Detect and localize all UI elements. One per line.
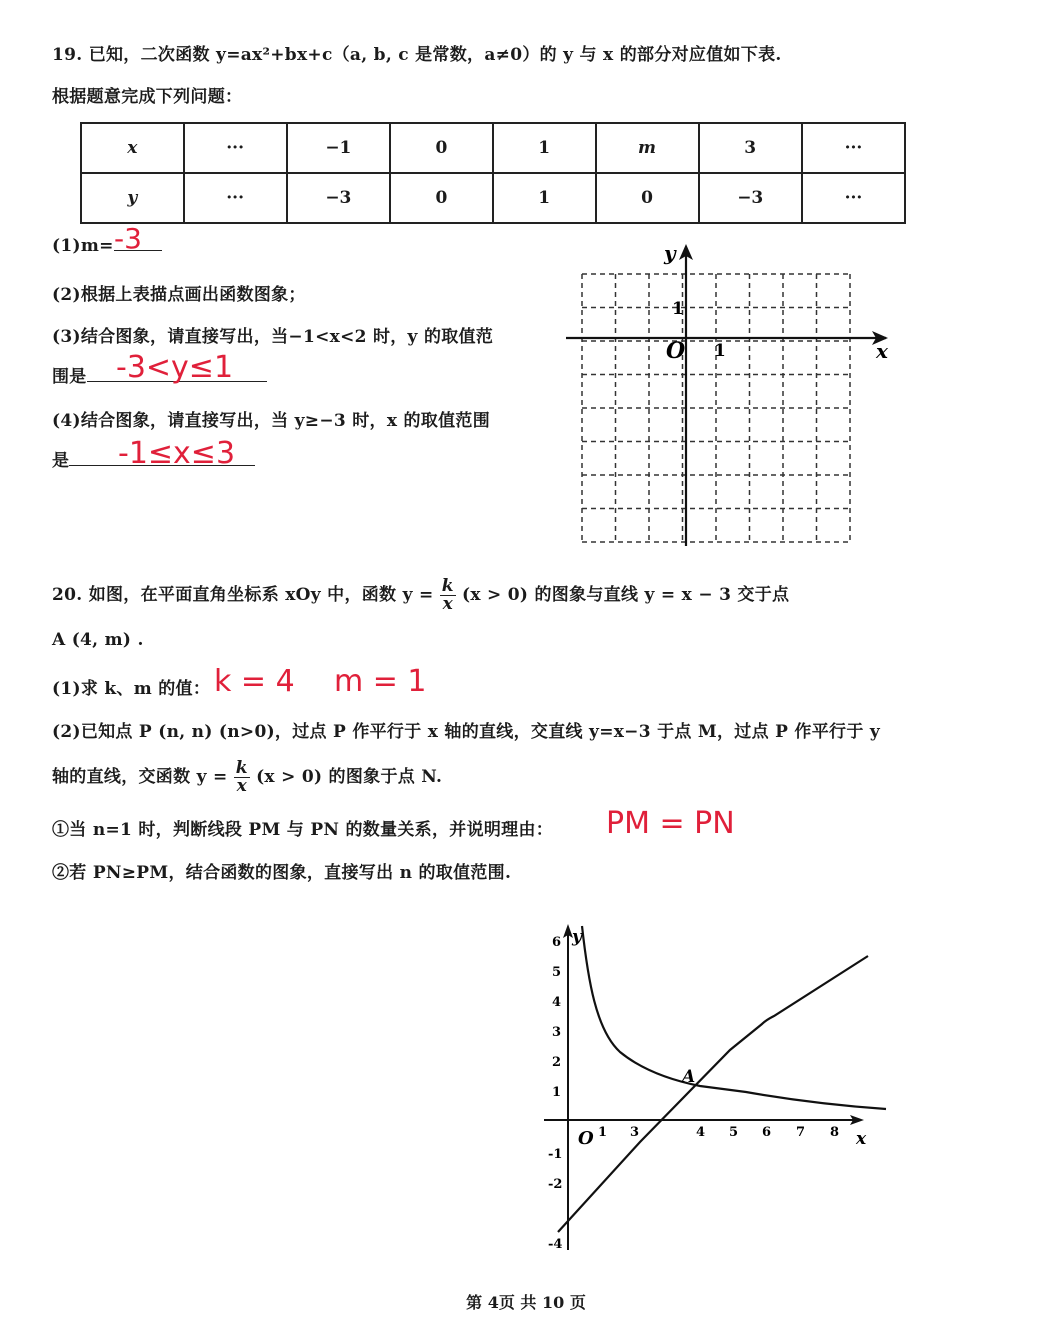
graph-origin-label: O	[578, 1128, 594, 1149]
q20-p2-line2-a: 轴的直线，交函数 y =	[52, 767, 228, 787]
table-cell: ···	[184, 123, 287, 173]
frac-num: k	[441, 576, 454, 596]
q19-p4-answer: -1≤x≤3	[118, 436, 236, 471]
q20-p2-line1: (2)已知点 P (n, n) (n>0)，过点 P 作平行于 x 轴的直线，交直线 y=x−3 于点 M，过点 P 作平行于 y	[52, 722, 881, 742]
q19-p3-label: 围是	[52, 367, 87, 387]
table-row-x	[81, 123, 905, 173]
grid-x-label: x	[876, 339, 888, 363]
grid-tick-x: 1	[714, 341, 726, 361]
x-tick-6: 6	[762, 1125, 772, 1140]
table-cell: 1	[493, 123, 596, 173]
table-cell: 3	[699, 123, 802, 173]
table-cell: ···	[802, 123, 905, 173]
y-tick-4: 4	[552, 995, 562, 1010]
table-cell: x	[81, 123, 184, 173]
table-cell: −3	[699, 173, 802, 223]
q19-instruction: 根据题意完成下列问题：	[52, 87, 243, 107]
table-cell: 0	[390, 173, 493, 223]
grid-origin-label: O	[666, 338, 686, 364]
grid-y-label: y	[664, 241, 676, 265]
graph-y-label: y	[572, 927, 582, 947]
x-tick-5: 5	[729, 1125, 739, 1140]
table-cell: −3	[287, 173, 390, 223]
values-table	[80, 122, 906, 224]
table-cell: ···	[184, 173, 287, 223]
y-tick-neg4: -4	[548, 1237, 563, 1252]
table-cell: 1	[493, 173, 596, 223]
q19-grid	[560, 236, 900, 556]
q19-stem: 19. 已知，二次函数 y=ax²+bx+c（a, b, c 是常数，a≠0）的 y 与 x 的部分对应值如下表.	[52, 45, 782, 65]
y-tick-5: 5	[552, 965, 562, 980]
grid-tick-y: 1	[672, 299, 684, 319]
table-cell: 0	[390, 123, 493, 173]
x-tick-7: 7	[796, 1125, 806, 1140]
q19-p2: (2)根据上表描点画出函数图象；	[52, 285, 306, 305]
line-y-x-3	[558, 956, 868, 1232]
fraction-k-over-x	[440, 578, 456, 613]
frac-den: x	[442, 594, 453, 614]
graph-x-label: x	[856, 1129, 867, 1149]
y-tick-3: 3	[552, 1025, 562, 1040]
table-row-y	[81, 173, 905, 223]
q20-p1-answer-m: m = 1	[334, 664, 427, 699]
y-tick-6: 6	[552, 935, 562, 950]
q20-stem-a: 20. 如图，在平面直角坐标系 xOy 中，函数 y =	[52, 585, 434, 605]
y-tick-1: 1	[552, 1085, 562, 1100]
fraction-k-over-x-2	[234, 760, 250, 795]
q20-p1: (1)求 k、m 的值：	[52, 679, 211, 699]
x-tick-1: 1	[598, 1125, 608, 1140]
q19-p1	[52, 236, 162, 256]
point-a-label: A	[682, 1067, 696, 1087]
table-cell: m	[596, 123, 699, 173]
x-tick-8: 8	[830, 1125, 840, 1140]
table-cell: y	[81, 173, 184, 223]
q19-p3-answer: -3<y≤1	[116, 350, 234, 385]
q20-stem-line2: A (4, m) .	[52, 630, 144, 650]
q19-p4-label: 是	[52, 451, 70, 471]
q20-stem-b: (x > 0) 的图象与直线 y = x − 3 交于点	[462, 585, 790, 605]
hyperbola-curve	[582, 926, 886, 1109]
q20-p1-answer-k: k = 4	[214, 664, 295, 699]
q20-p2-line2-b: (x > 0) 的图象于点 N.	[256, 767, 443, 787]
q20-graph	[530, 920, 900, 1260]
q20-p2-q1: ①当 n=1 时，判断线段 PM 与 PN 的数量关系，并说明理由：	[52, 820, 554, 840]
q19-p3-line1: (3)结合图象，请直接写出，当−1<x<2 时，y 的取值范	[52, 327, 494, 347]
q20-p2-q1-answer: PM = PN	[606, 806, 735, 841]
table-cell: 0	[596, 173, 699, 223]
y-tick-2: 2	[552, 1055, 562, 1070]
table-cell: −1	[287, 123, 390, 173]
page-footer: 第 4页 共 10 页	[466, 1293, 586, 1312]
frac-num-2: k	[235, 758, 248, 778]
x-tick-4: 4	[696, 1125, 706, 1140]
grid-lines	[582, 274, 850, 542]
x-tick-3: 3	[630, 1125, 640, 1140]
q19-p1-answer: -3	[114, 222, 142, 255]
table-cell: ···	[802, 173, 905, 223]
q19-p4-line1: (4)结合图象，请直接写出，当 y≥−3 时，x 的取值范围	[52, 411, 490, 431]
q20-stem	[52, 578, 789, 613]
frac-den-2: x	[236, 776, 248, 796]
y-tick-neg2: -2	[548, 1177, 563, 1192]
q20-p2-q2: ②若 PN≥PM，结合函数的图象，直接写出 n 的取值范围.	[52, 863, 512, 883]
q20-p2-line2	[52, 760, 442, 795]
y-tick-neg1: -1	[548, 1147, 563, 1162]
q19-p1-label: (1)m=	[52, 236, 114, 256]
